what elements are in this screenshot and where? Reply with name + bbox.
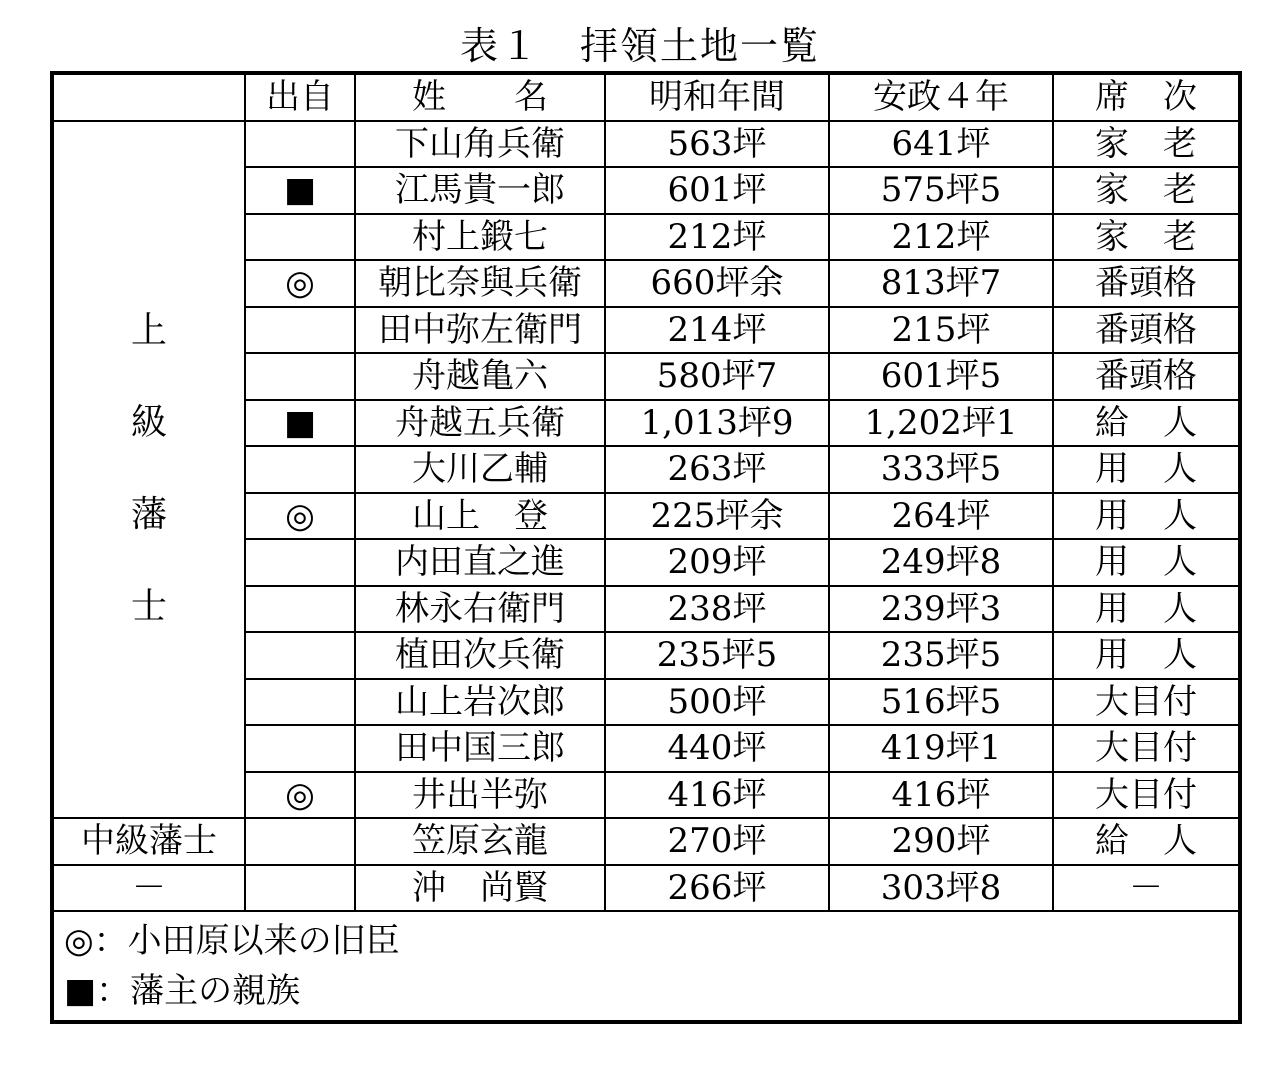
cell-meiwa: 416坪 — [605, 772, 829, 819]
cell-name: 大川乙輔 — [355, 446, 605, 493]
cell-ansei: 215坪 — [829, 307, 1053, 354]
header-meiwa: 明和年間 — [605, 73, 829, 121]
cell-meiwa: 214坪 — [605, 307, 829, 354]
header-seat: 席 次 — [1053, 73, 1240, 121]
cell-seat: 大目付 — [1053, 725, 1240, 772]
cell-meiwa: 270坪 — [605, 818, 829, 865]
cell-meiwa: 660坪余 — [605, 260, 829, 307]
cell-name: 朝比奈與兵衛 — [355, 260, 605, 307]
cell-ansei: 416坪 — [829, 772, 1053, 819]
cell-ansei: 264坪 — [829, 493, 1053, 540]
cell-seat: 家 老 — [1053, 121, 1240, 168]
cell-seat: 用 人 — [1053, 586, 1240, 633]
cell-meiwa: 601坪 — [605, 167, 829, 214]
cell-origin — [245, 725, 355, 772]
table-row — [52, 121, 1240, 168]
cell-meiwa: 1,013坪9 — [605, 400, 829, 447]
cell-origin — [245, 446, 355, 493]
cell-meiwa: 263坪 — [605, 446, 829, 493]
cell-ansei: 601坪5 — [829, 353, 1053, 400]
cell-seat: 番頭格 — [1053, 260, 1240, 307]
cell-origin: ◎ — [245, 772, 355, 819]
cell-ansei: 290坪 — [829, 818, 1053, 865]
cell-origin: ■ — [245, 167, 355, 214]
cell-seat: － — [1053, 865, 1240, 912]
table-row — [52, 865, 1240, 912]
rank-none-cell: － — [52, 865, 245, 912]
cell-ansei: 1,202坪1 — [829, 400, 1053, 447]
cell-meiwa: 212坪 — [605, 214, 829, 261]
cell-name: 笠原玄龍 — [355, 818, 605, 865]
header-rank — [52, 73, 245, 121]
cell-origin — [245, 121, 355, 168]
legend-row — [52, 911, 1240, 1022]
cell-ansei: 333坪5 — [829, 446, 1053, 493]
cell-origin — [245, 353, 355, 400]
cell-seat: 給 人 — [1053, 400, 1240, 447]
rank-middle-cell: 中級藩士 — [52, 818, 245, 865]
cell-ansei: 249坪8 — [829, 539, 1053, 586]
cell-seat: 番頭格 — [1053, 353, 1240, 400]
cell-name: 沖 尚賢 — [355, 865, 605, 912]
cell-meiwa: 238坪 — [605, 586, 829, 633]
cell-meiwa: 266坪 — [605, 865, 829, 912]
rank-upper-char: 級 — [130, 402, 167, 444]
cell-origin — [245, 632, 355, 679]
cell-seat: 用 人 — [1053, 539, 1240, 586]
cell-name: 下山角兵衛 — [355, 121, 605, 168]
rank-upper-char: 上 — [130, 310, 167, 352]
cell-meiwa: 500坪 — [605, 679, 829, 726]
cell-ansei: 419坪1 — [829, 725, 1053, 772]
cell-name: 林永右衛門 — [355, 586, 605, 633]
land-grant-table — [50, 71, 1242, 1024]
header-origin: 出自 — [245, 73, 355, 121]
header-row — [52, 73, 1240, 121]
cell-name: 植田次兵衛 — [355, 632, 605, 679]
cell-meiwa: 580坪7 — [605, 353, 829, 400]
cell-origin — [245, 539, 355, 586]
cell-seat: 大目付 — [1053, 679, 1240, 726]
cell-seat: 用 人 — [1053, 493, 1240, 540]
table-body — [52, 73, 1240, 1022]
cell-name: 田中国三郎 — [355, 725, 605, 772]
cell-ansei: 212坪 — [829, 214, 1053, 261]
cell-ansei: 575坪5 — [829, 167, 1053, 214]
legend-item: ■：藩主の親族 — [64, 971, 301, 1011]
cell-name: 山上岩次郎 — [355, 679, 605, 726]
header-ansei: 安政４年 — [829, 73, 1053, 121]
cell-seat: 用 人 — [1053, 446, 1240, 493]
table-title: 表１ 拝領土地一覧 — [459, 24, 820, 68]
cell-origin — [245, 214, 355, 261]
cell-origin — [245, 586, 355, 633]
cell-seat: 家 老 — [1053, 214, 1240, 261]
cell-name: 井出半弥 — [355, 772, 605, 819]
cell-ansei: 516坪5 — [829, 679, 1053, 726]
cell-origin — [245, 865, 355, 912]
rank-upper-char: 士 — [130, 586, 167, 628]
cell-origin: ■ — [245, 400, 355, 447]
cell-name: 田中弥左衛門 — [355, 307, 605, 354]
cell-meiwa: 563坪 — [605, 121, 829, 168]
cell-name: 山上 登 — [355, 493, 605, 540]
cell-origin — [245, 679, 355, 726]
cell-ansei: 303坪8 — [829, 865, 1053, 912]
cell-seat: 大目付 — [1053, 772, 1240, 819]
header-name: 姓 名 — [355, 73, 605, 121]
cell-seat: 用 人 — [1053, 632, 1240, 679]
cell-name: 村上鍛七 — [355, 214, 605, 261]
legend-cell — [52, 911, 1240, 1022]
cell-name: 舟越亀六 — [355, 353, 605, 400]
table-row — [52, 818, 1240, 865]
legend-item: ◎：小田原以来の旧臣 — [64, 921, 400, 961]
rank-upper-char: 藩 — [130, 494, 167, 536]
cell-origin — [245, 818, 355, 865]
cell-origin — [245, 307, 355, 354]
cell-seat: 給 人 — [1053, 818, 1240, 865]
cell-seat: 家 老 — [1053, 167, 1240, 214]
cell-seat: 番頭格 — [1053, 307, 1240, 354]
cell-name: 内田直之進 — [355, 539, 605, 586]
cell-name: 江馬貴一郎 — [355, 167, 605, 214]
rank-upper-cell — [52, 121, 245, 819]
cell-name: 舟越五兵衛 — [355, 400, 605, 447]
cell-origin: ◎ — [245, 260, 355, 307]
cell-meiwa: 440坪 — [605, 725, 829, 772]
cell-meiwa: 235坪5 — [605, 632, 829, 679]
cell-origin: ◎ — [245, 493, 355, 540]
cell-ansei: 239坪3 — [829, 586, 1053, 633]
cell-meiwa: 225坪余 — [605, 493, 829, 540]
cell-meiwa: 209坪 — [605, 539, 829, 586]
cell-ansei: 235坪5 — [829, 632, 1053, 679]
cell-ansei: 641坪 — [829, 121, 1053, 168]
cell-ansei: 813坪7 — [829, 260, 1053, 307]
